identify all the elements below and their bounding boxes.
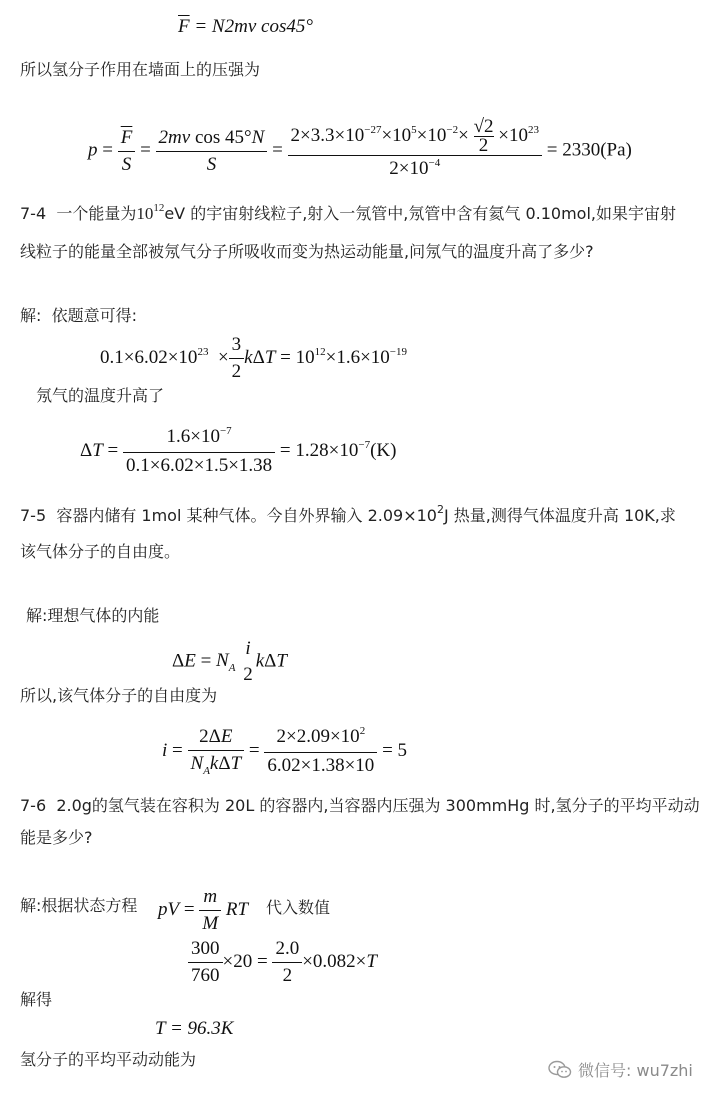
formula-pressure: p = $\frac{\overline{F}}{S}$ = $\frac{\text{2mv cos 45°N}}{S}$ = $2\times 3.3\times 10^{-27}\times 10^5\times 10^{-2}\times$ $\frac{√2}{2}$ $\times 10^{23}$ $2\times 10^{-4}$ = 2330(Pa) <box>88 116 632 179</box>
t-result: T = 96.3K <box>155 1018 234 1039</box>
ke-text: 氢分子的平均平动动能为 <box>20 1050 197 1069</box>
formula-delta-t: ΔT = $\frac{1.6\times 10^{-7}}{0.1\times 6.02\times 1.5\times 1.38}$ = $1.28\times 10^{-7}(K)$ <box>80 425 397 476</box>
problem-7-4-line2: 线粒子的能量全部被氖气分子所吸收而变为热运动能量,问氖气的温度升高了多少? <box>20 242 594 261</box>
solved-label: 解得 <box>20 990 53 1009</box>
problem-7-4-line1: 7-4 一个能量为$10^{12}eV$ 的宇宙射线粒子,射入一氖管中,氖管中含有氦气 0.10mol,如果宇宙射 <box>20 202 676 223</box>
problem-7-5-solution: 解:理想气体的内能 <box>26 606 160 625</box>
formula-energy-balance: $0.1\times 6.02\times 10^{23}$ × $\frac{3}{2}$ $k\Delta T = 10^{12}\times 1.6\times 10^{-19}$ <box>100 334 408 382</box>
problem-7-6-line2: 能是多少? <box>20 828 93 847</box>
problem-7-5-line1: 7-5 容器内储有 1mol 某种气体。今自外界输入 $2.09\times 10^2J$ 热量,测得气体温度升高 10K,求 <box>20 503 676 525</box>
formula-force: $\overline{F} = N2mv$ cos45° <box>178 16 313 37</box>
problem-7-4-solution: 解: 依题意可得: <box>20 306 137 325</box>
formula-internal-energy: $\Delta E = N_A$ i 2 kΔT <box>172 638 287 685</box>
temp-rise-text: 氖气的温度升高了 <box>36 386 165 405</box>
pressure-sentence: 所以氢分子作用在墙面上的压强为 <box>20 60 261 79</box>
substitute-text: 代入数值 <box>266 898 331 917</box>
formula-substitution: $\frac{300}{760}$ ×20 = $\frac{2.0}{2}$ ×0.082×T <box>188 936 377 989</box>
watermark-label: 微信号: wu7zhi <box>578 1061 693 1080</box>
formula-state-equation: pV = $\frac{m}{M}$ RT <box>158 886 249 934</box>
problem-7-6-solution: 解:根据状态方程 <box>20 896 138 915</box>
problem-7-6-line1: 7-6 2.0g的氢气装在容积为 20L 的容器内,当容器内压强为 300mmHg 时,氢分子的平均平动动 <box>20 796 700 815</box>
so-text: 所以,该气体分子的自由度为 <box>20 686 218 705</box>
formula-dof: i = $\frac{2\Delta E}{N_Ak\Delta T}$ = $\frac{2\times 2.09\times 10^2}{6.02\times 1.38\times 10}$ = 5 <box>162 725 408 777</box>
watermark <box>548 1058 693 1081</box>
wechat-icon <box>548 1059 572 1081</box>
problem-7-5-line2: 该气体分子的自由度。 <box>20 542 181 561</box>
